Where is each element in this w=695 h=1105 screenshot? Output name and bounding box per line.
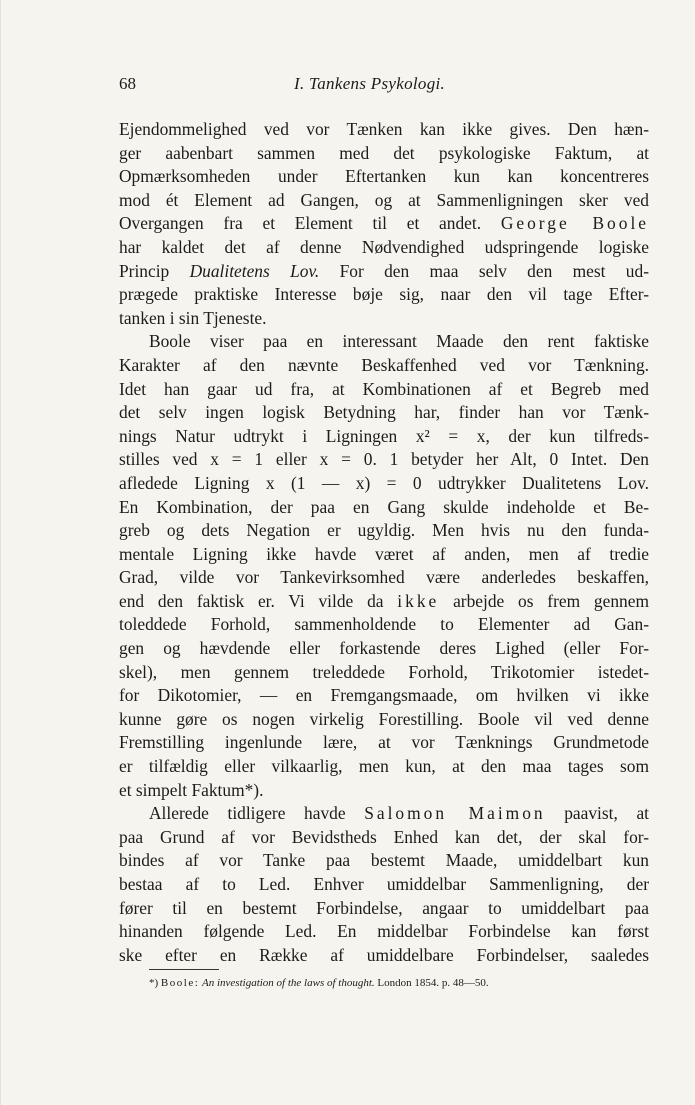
text-line-36: ske efter en Række af umiddelbare Forbindelser, saaledes bbox=[119, 944, 649, 965]
spaced-name-maimon: Salomon Maimon bbox=[364, 803, 546, 824]
text-line-6: har kaldet det af denne Nødvendighed udspringende logiske bbox=[119, 236, 649, 257]
text-segment: end den faktisk er. Vi vilde da bbox=[119, 590, 384, 611]
text-segment: arbejde os frem gennem bbox=[453, 590, 649, 611]
page-header bbox=[119, 74, 649, 100]
text-line-1: Ejendommelighed ved vor Tænken kan ikke gives. Den hæn- bbox=[119, 119, 649, 139]
text-line-15: stilles ved x = 1 eller x = 0. 1 betyder her Alt, 0 Intet. Den bbox=[119, 449, 649, 470]
text-line-8: prægede praktiske Interesse bøje sig, naar den vil tage Efter- bbox=[119, 284, 649, 305]
text-segment: For den maa selv den mest ud- bbox=[339, 260, 649, 281]
text-line-14: nings Natur udtrykt i Ligningen x² = x, der kun tilfreds- bbox=[119, 425, 649, 446]
text-line-21 bbox=[119, 590, 649, 614]
text-line-26: kunne gøre os nogen virkelig Forestilling. Boole vil ved denne bbox=[119, 708, 649, 729]
text-line-19: mentale Ligning ikke havde været af anden, men af tredie bbox=[119, 543, 649, 564]
text-line-31: paa Grund af vor Bevidstheds Enhed kan det, der skal for- bbox=[119, 826, 649, 847]
text-line-5 bbox=[119, 212, 649, 236]
text-line-35: hinanden følgende Led. En middelbar Forbindelse kan først bbox=[119, 921, 649, 942]
text-line-11: Karakter af den nævnte Beskaffenhed ved vor Tænkning. bbox=[119, 354, 649, 375]
footnote-marker: *) bbox=[149, 977, 159, 989]
text-line-3: Opmærksomheden under Eftertanken kun kan koncentreres bbox=[119, 166, 649, 187]
text-segment: Allerede tidligere havde bbox=[149, 803, 346, 824]
footnote bbox=[149, 975, 649, 991]
text-line-18: greb og dets Negation er ugyldig. Men hvis nu den funda- bbox=[119, 520, 649, 541]
text-segment: Overgangen fra et Element til et andet. bbox=[119, 213, 482, 234]
text-line-4: mod ét Element ad Gangen, og at Sammenligningen sker ved bbox=[119, 189, 649, 210]
text-segment: paavist, at bbox=[564, 803, 649, 824]
spaced-word-ikke: ikke bbox=[397, 590, 440, 611]
text-line-10: Boole viser paa en interessant Maade den rent faktiske bbox=[149, 331, 649, 352]
running-head: I. Tankens Psykologi. bbox=[294, 74, 446, 93]
spaced-name-boole: George Boole bbox=[500, 213, 649, 234]
text-line-34: fører til en bestemt Forbindelse, angaar to umiddelbart paa bbox=[119, 897, 649, 918]
text-line-17: En Kombination, der paa en Gang skulde indeholde et Be- bbox=[119, 496, 649, 517]
text-line-20: Grad, vilde vor Tankevirksomhed være anderledes beskaffen, bbox=[119, 567, 649, 588]
text-line-7 bbox=[119, 260, 649, 284]
text-line-25: for Dikotomier, — en Fremgangsmaade, om hvilken vi ikke bbox=[119, 685, 649, 706]
text-line-29: et simpelt Faktum*). bbox=[119, 779, 264, 800]
footnote-publication: London 1854. p. 48—50. bbox=[377, 977, 489, 989]
text-line-33: bestaa af to Led. Enhver umiddelbar Sammenligning, der bbox=[119, 874, 649, 894]
text-line-30 bbox=[119, 802, 649, 826]
footnote-divider bbox=[149, 969, 219, 970]
text-line-24: skel), men gennem treleddede Forhold, Trikotomier istedet- bbox=[119, 661, 649, 682]
text-line-23: gen og hævdende eller forkastende deres Lighed (eller For- bbox=[119, 638, 649, 659]
text-line-32: bindes af vor Tanke paa bestemt Maade, umiddelbart kun bbox=[119, 850, 649, 871]
text-line-16: afledede Ligning x (1 — x) = 0 udtrykker Dualitetens Lov. bbox=[119, 472, 649, 493]
text-line-12: Idet han gaar ud fra, at Kombinationen af et Begreb med bbox=[119, 378, 649, 399]
footnote-author: Boole: bbox=[160, 977, 200, 989]
footnote-title: An investigation of the laws of thought. bbox=[202, 977, 375, 989]
text-segment: Princip bbox=[119, 260, 170, 281]
text-line-28: er tilfældig eller vilkaarlig, men kun, at den maa tages som bbox=[119, 756, 649, 777]
italic-term-dualitetens-lov: Dualitetens Lov. bbox=[189, 260, 320, 281]
text-line-13: det selv ingen logisk Betydning har, finder han vor Tænk- bbox=[119, 402, 649, 423]
body-text bbox=[119, 118, 649, 967]
text-line-9: tanken i sin Tjeneste. bbox=[119, 307, 267, 328]
text-line-27: Fremstilling ingenlunde lære, at vor Tænknings Grundmetode bbox=[119, 732, 649, 753]
text-line-22: toleddede Forhold, sammenholdende to Elementer ad Gan- bbox=[119, 614, 649, 635]
text-line-2: ger aabenbart sammen med det psykologiske Faktum, at bbox=[119, 142, 649, 163]
page-number: 68 bbox=[119, 74, 136, 93]
